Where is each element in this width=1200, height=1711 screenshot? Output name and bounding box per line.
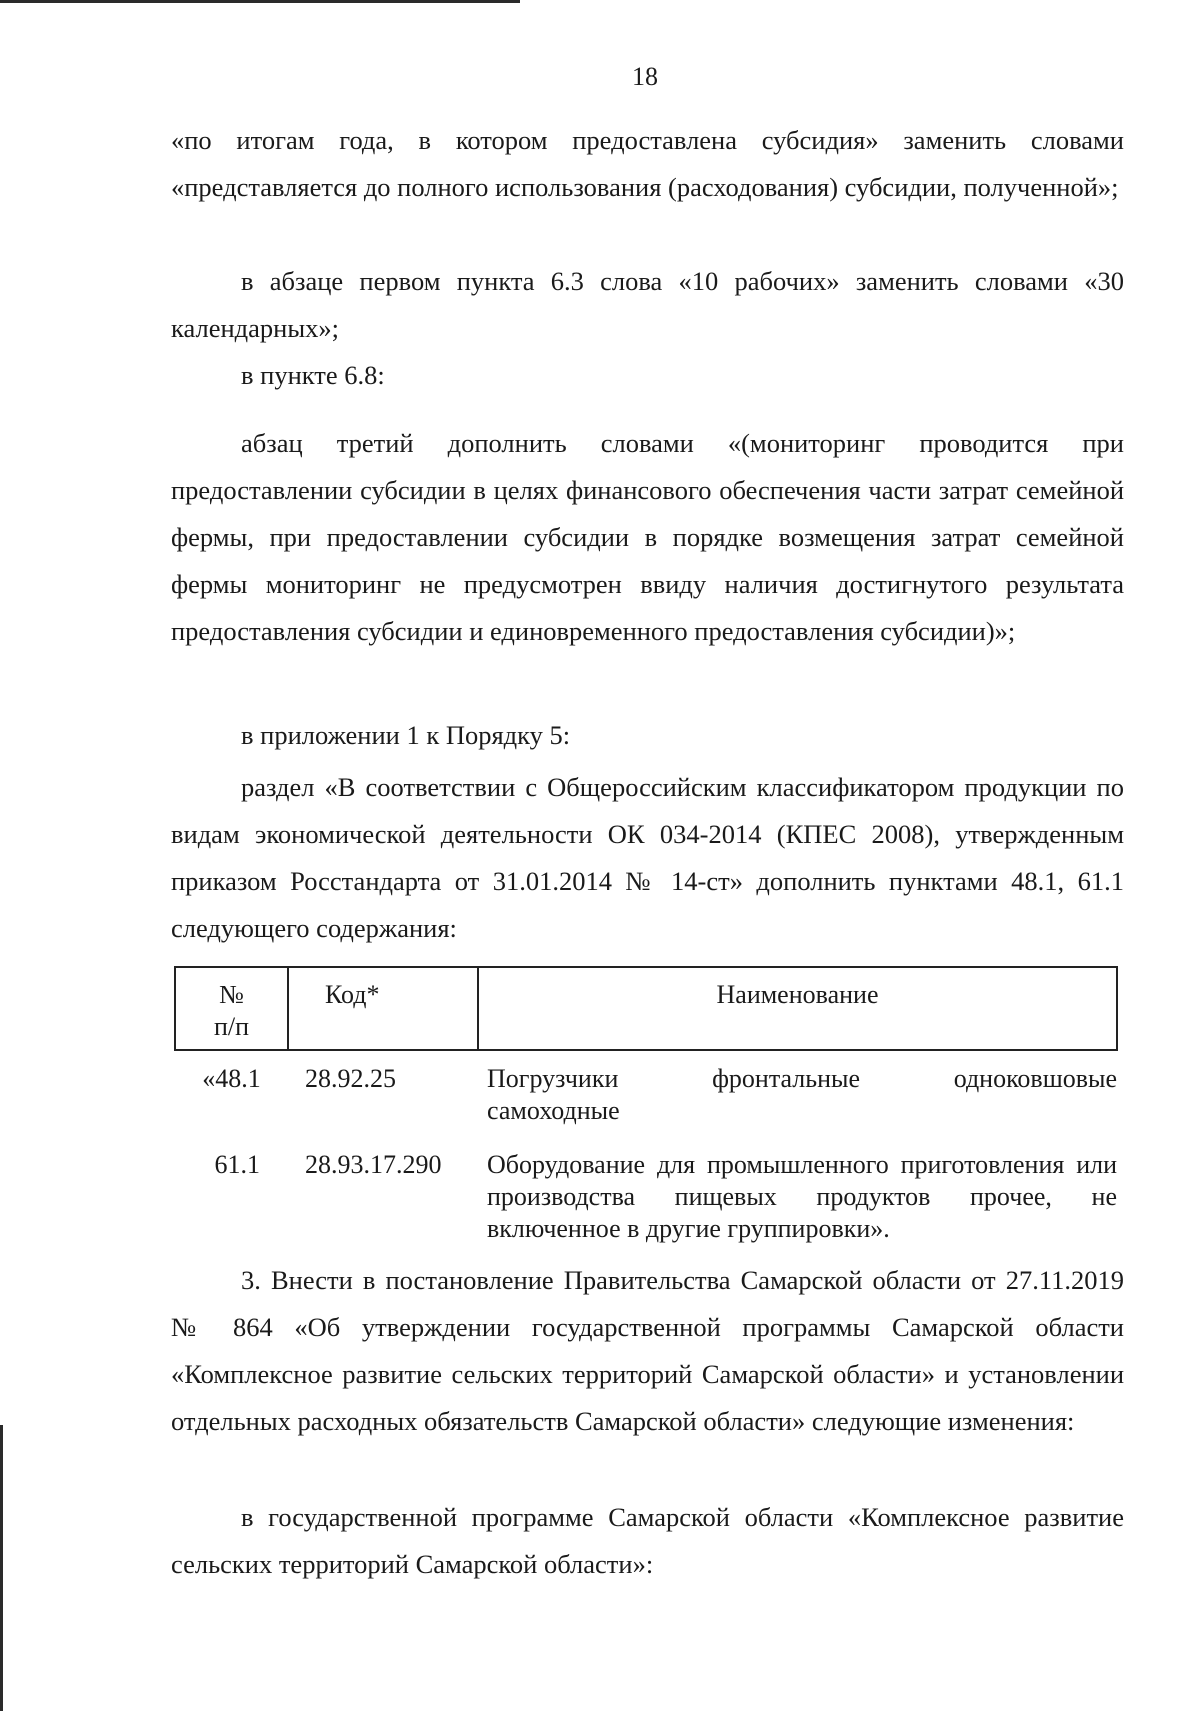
page-number: 18 bbox=[632, 62, 658, 91]
header-name: Наименование bbox=[478, 967, 1117, 1050]
scan-edge-left bbox=[0, 1425, 3, 1711]
classifier-table bbox=[174, 966, 1118, 1245]
row-number: 61.1 bbox=[214, 1150, 260, 1179]
paragraph-item-6-3: в абзаце первом пункта 6.3 слова «10 рабочих» заменить словами «30 календарных»; bbox=[171, 266, 1124, 343]
paragraph-replace-words: «по итогам года, в котором предоставлена субсидия» заменить словами «представляется до полного использования (расходования) субсидии, полученной»; bbox=[171, 125, 1124, 202]
row-name: Оборудование для промышленного приготовления или производства пищевых продуктов прочее, не включенное в другие группировки». bbox=[487, 1150, 1117, 1243]
table-header-row bbox=[175, 967, 1117, 1050]
header-code: Код* bbox=[288, 967, 478, 1050]
paragraph-item-3: 3. Внести в постановление Правительства Самарской области от 27.11.2019 № 864 «Об утверждении государственной программы Самарской области «Комплексное развитие сельских территорий Самарской области» и установлении отдельных расходных обязательств Самарской области» следующие изменения: bbox=[171, 1265, 1124, 1436]
row-name: Погрузчики фронтальные одноковшовые самоходные bbox=[487, 1064, 1117, 1125]
table-row bbox=[175, 1050, 1117, 1149]
paragraph-classifier-section: раздел «В соответствии с Общероссийским классификатором продукции по видам экономической деятельности ОК 034-2014 (КПЕС 2008), утвержденным приказом Росстандарта от 31.01.2014 № 14-ст» дополнить пунктами 48.1, 61.1 следующего содержания: bbox=[171, 772, 1124, 943]
paragraph-item-6-8: в пункте 6.8: bbox=[241, 360, 385, 390]
paragraph-monitoring: абзац третий дополнить словами «(мониторинг проводится при предоставлении субсидии в целях финансового обеспечения части затрат семейной фермы, при предоставлении субсидии в порядке возмещения затрат семейной фермы мониторинг не предусмотрен ввиду наличия достигнутого результата предоставления субсидии и единовременного предоставления субсидии)»; bbox=[171, 428, 1124, 646]
row-number: «48.1 bbox=[202, 1064, 261, 1093]
header-number: № п/п bbox=[175, 967, 288, 1050]
table-row bbox=[175, 1149, 1117, 1245]
row-code: 28.92.25 bbox=[305, 1064, 396, 1093]
paragraph-appendix-1: в приложении 1 к Порядку 5: bbox=[241, 720, 571, 750]
paragraph-state-program: в государственной программе Самарской области «Комплексное развитие сельских территорий Самарской области»: bbox=[171, 1502, 1124, 1579]
row-code: 28.93.17.290 bbox=[305, 1150, 442, 1179]
scan-edge-top bbox=[0, 0, 520, 3]
